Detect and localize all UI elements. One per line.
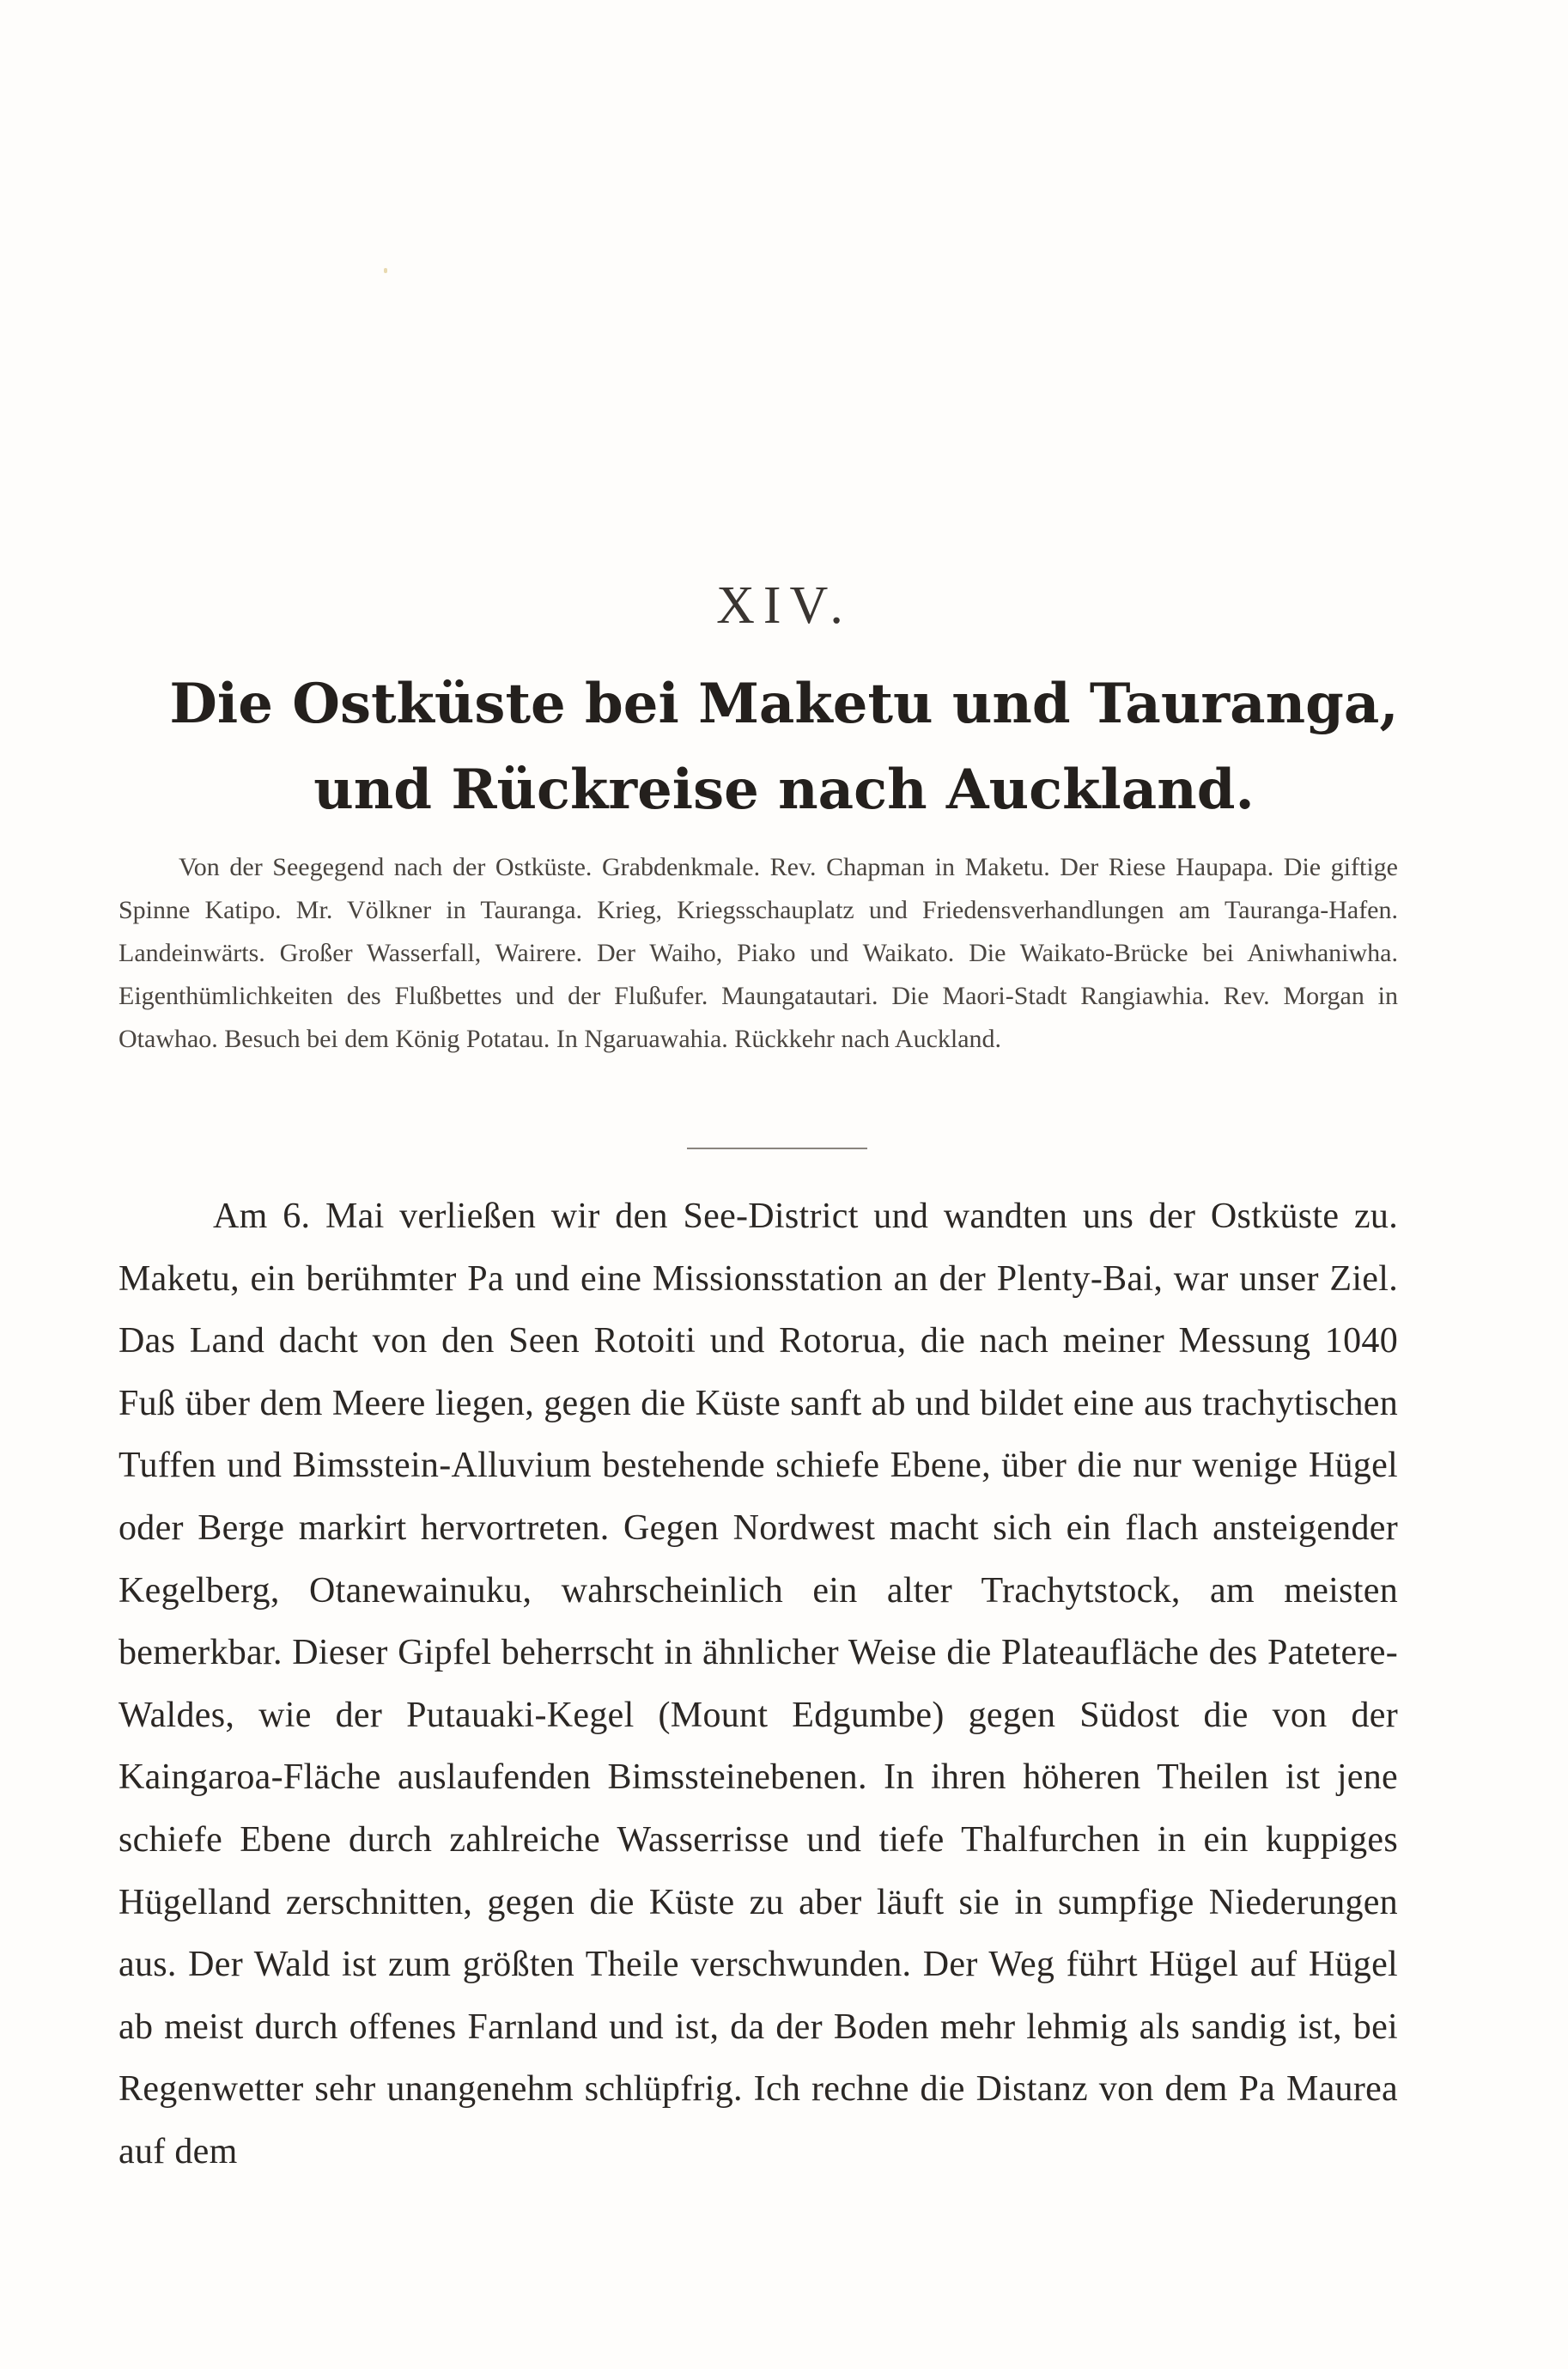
body-paragraph: Am 6. Mai verließen wir den See-District und wandten uns der Ostküste zu. Maketu, ein berühmter Pa und eine Missionsstation an der Plenty-Bai, war unser Ziel. Das Land dacht von den Seen Rotoiti und Rotorua, die nach meiner Messung 1040 Fuß über dem Meere liegen, gegen die Küste sanft ab und bildet eine aus trachytischen Tuffen und Bimsstein-Alluvium bestehende schiefe Ebene, über die nur wenige Hügel oder Berge markirt hervortreten. Gegen Nordwest macht sich ein flach ansteigender Kegelberg, Otanewainuku, wahrscheinlich ein alter Trachytstock, am meisten bemerkbar. Dieser Gipfel beherrscht in ähnlicher Weise die Plateaufläche des Patetere-Waldes, wie der Putauaki-Kegel (Mount Edgumbe) gegen Südost die von der Kaingaroa-Fläche auslaufenden Bimssteinebenen. In ihren höheren Theilen ist jene schiefe Ebene durch zahlreiche Wasserrisse und tiefe Thalfurchen in ein kuppiges Hügelland zerschnitten, gegen die Küste zu aber läuft sie in sumpfige Niederungen aus. Der Wald ist zum größten Theile verschwunden. Der Weg führt Hügel auf Hügel ab meist durch offenes Farnland und ist, da der Boden mehr lehmig als sandig ist, bei Regenwetter sehr unangenehm schlüpfrig. Ich rechne die Distanz von dem Pa Maurea auf dem: [119, 1197, 1398, 2171]
section-divider: [687, 1148, 867, 1149]
chapter-summary: Von der Seegegend nach der Ostküste. Grabdenkmale. Rev. Chapman in Maketu. Der Riese Haupapa. Die giftige Spinne Katipo. Mr. Völkner in Tauranga. Krieg, Kriegsschauplatz und Friedensverhandlungen am Tauranga-Hafen. Landeinwärts. Großer Wasserfall, Wairere. Der Waiho, Piako und Waikato. Die Waikato-Brücke bei Aniwhaniwha. Eigenthümlichkeiten des Flußbettes und der Flußufer. Maungatautari. Die Maori-Stadt Rangiawhia. Rev. Morgan in Otawhao. Besuch bei dem König Potatau. In Ngaruawahia. Rückkehr nach Auckland.: [119, 853, 1398, 1053]
paper-speck: [384, 268, 387, 273]
chapter-number: XIV.: [716, 576, 852, 635]
chapter-title: Die Ostküste bei Maketu und Tauranga, und Rückreise nach Auckland.: [169, 672, 1399, 822]
